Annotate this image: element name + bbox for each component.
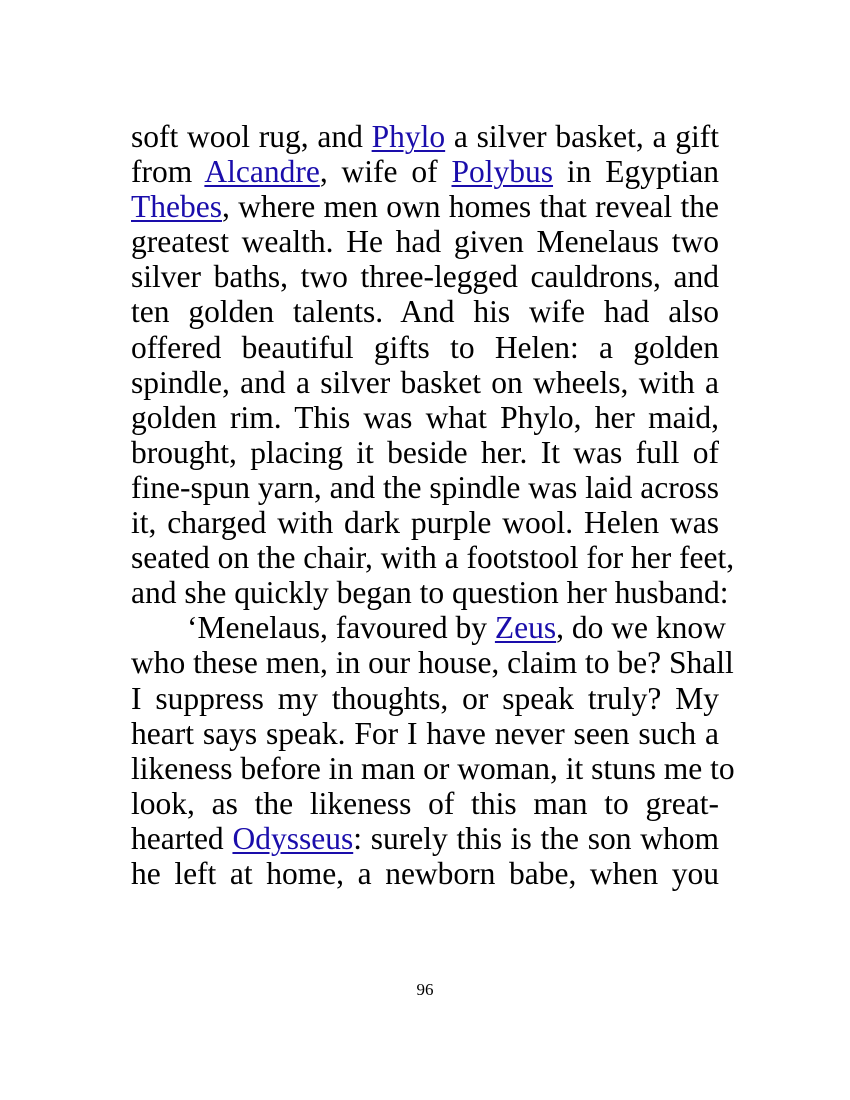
text-line: who these men, in our house, claim to be? Shall: [131, 645, 734, 681]
text-line: golden rim. This was what Phylo, her maid,: [131, 399, 719, 435]
text-line: offered beautiful gifts to Helen: a golden: [131, 329, 719, 365]
text-line: he left at home, a newborn babe, when you: [131, 855, 719, 891]
text-line: seated on the chair, with a footstool for her feet,: [131, 540, 735, 576]
link-phylo[interactable]: Phylo: [371, 119, 446, 154]
text-line: fine-spun yarn, and the spindle was laid across: [131, 469, 719, 505]
text-line: silver baths, two three-legged cauldrons, and: [131, 259, 719, 295]
text-line: from Alcandre, wife of Polybus in Egyptian: [131, 154, 719, 190]
text-line: look, as the likeness of this man to great-: [131, 785, 719, 821]
link-zeus[interactable]: Zeus: [494, 610, 557, 646]
text-line: spindle, and a silver basket on wheels, with a: [131, 364, 719, 400]
text-line: and she quickly began to question her husband:: [131, 575, 729, 611]
text-line: brought, placing it beside her. It was full of: [131, 434, 719, 470]
text-line: ten golden talents. And his wife had also: [131, 294, 719, 330]
text-line: hearted Odysseus: surely this is the son whom: [131, 820, 720, 856]
text-line: I suppress my thoughts, or speak truly? My: [131, 680, 719, 716]
body-text: [131, 119, 735, 891]
text-line: it, charged with dark purple wool. Helen was: [131, 505, 719, 541]
link-thebes[interactable]: Thebes: [131, 189, 222, 225]
text-line: greatest wealth. He had given Menelaus two: [131, 224, 719, 260]
text-line: heart says speak. For I have never seen such a: [131, 715, 719, 751]
link-odysseus[interactable]: Odysseus: [232, 820, 354, 856]
text-line: likeness before in man or woman, it stuns me to: [131, 750, 735, 786]
link-alcandre[interactable]: Alcandre: [204, 154, 320, 190]
text-line: Thebes, where men own homes that reveal the: [131, 189, 719, 225]
text-line: ‘Menelaus, favoured by Zeus, do we know: [187, 610, 726, 646]
text-line: soft wool rug, and Phylo a silver basket, a gift: [131, 119, 719, 154]
link-polybus[interactable]: Polybus: [451, 154, 554, 190]
page-number: 96: [416, 980, 434, 999]
